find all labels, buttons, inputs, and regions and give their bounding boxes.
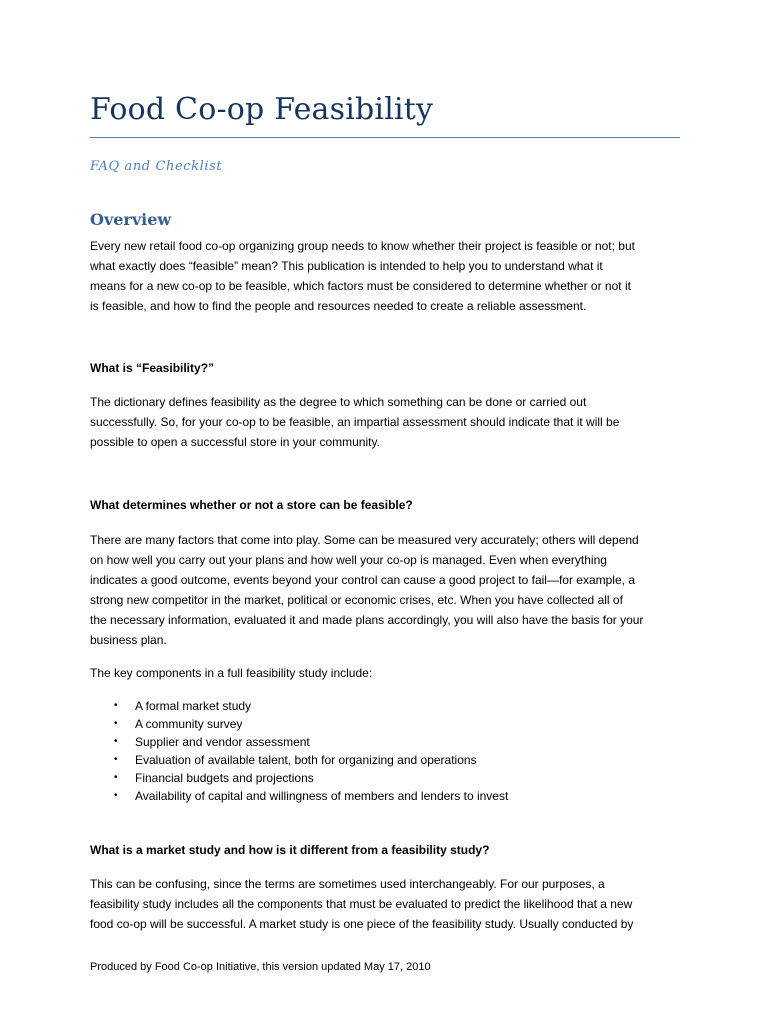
page-footer: Produced by Food Co-op Initiative, this version updated May 17, 2010: [90, 961, 431, 973]
answer-line: There are many factors that come into play. Some can be measured very accurately; others will depend: [90, 533, 639, 547]
answer-line: business plan.: [90, 633, 167, 647]
list-item: [90, 787, 508, 805]
answer-line: This can be confusing, since the terms are sometimes used interchangeably. For our purposes, a: [90, 877, 605, 891]
title-underline: [90, 137, 680, 138]
list-item-label: A community survey: [135, 717, 243, 731]
answer-line: the necessary information, evaluated it and made plans accordingly, you will also have the basis for your: [90, 613, 644, 627]
document-subtitle: FAQ and Checklist: [90, 159, 223, 174]
answer-line: possible to open a successful store in your community.: [90, 435, 380, 449]
list-item-label: Financial budgets and projections: [135, 771, 314, 785]
answer-line: The dictionary defines feasibility as the degree to which something can be done or carried out: [90, 395, 587, 409]
answer-line: food co-op will be successful. A market study is one piece of the feasibility study. Usually conducted by: [90, 917, 634, 931]
question-feasibility: What is “Feasibility?”: [90, 361, 215, 375]
answer-line: indicates a good outcome, events beyond your control can cause a good project to fail—for example, a: [90, 573, 635, 587]
list-item-label: A formal market study: [135, 699, 252, 713]
question-market-study: What is a market study and how is it different from a feasibility study?: [90, 843, 490, 857]
bullet-icon: •: [114, 736, 118, 747]
overview-paragraph: [90, 236, 690, 316]
bullet-icon: •: [114, 718, 118, 729]
list-item: [90, 733, 508, 751]
bullet-icon: •: [114, 790, 118, 801]
list-item: [90, 697, 508, 715]
list-item-label: Evaluation of available talent, both for organizing and operations: [135, 753, 477, 767]
overview-line: is feasible, and how to find the people and resources needed to create a reliable assessment.: [90, 299, 587, 313]
components-intro-text: The key components in a full feasibility study include:: [90, 666, 373, 680]
answer-line: feasibility study includes all the components that must be evaluated to predict the likelihood that a new: [90, 897, 633, 911]
answer-feasibility: [90, 392, 690, 452]
overview-line: Every new retail food co-op organizing group needs to know whether their project is feasible or not; but: [90, 239, 635, 253]
answer-line: on how well you carry out your plans and how well your co-op is managed. Even when everything: [90, 553, 607, 567]
overview-line: means for a new co-op to be feasible, which factors must be considered to determine whether or not it: [90, 279, 631, 293]
components-intro: [90, 663, 690, 683]
bullet-icon: •: [114, 754, 118, 765]
list-item: [90, 715, 508, 733]
document-title: Food Co-op Feasibility: [90, 92, 434, 127]
answer-line: successfully. So, for your co-op to be feasible, an impartial assessment should indicate that it will be: [90, 415, 620, 429]
list-item-label: Supplier and vendor assessment: [135, 735, 310, 749]
list-item-label: Availability of capital and willingness of members and lenders to invest: [135, 789, 509, 803]
bullet-icon: •: [114, 772, 118, 783]
answer-determines: [90, 530, 690, 650]
overview-line: what exactly does “feasible” mean? This publication is intended to help you to understand what it: [90, 259, 603, 273]
answer-line: strong new competitor in the market, political or economic crises, etc. When you have collected all of: [90, 593, 623, 607]
bullet-icon: •: [114, 700, 118, 711]
question-determines: What determines whether or not a store can be feasible?: [90, 498, 413, 512]
answer-market-study: [90, 874, 690, 934]
components-list: [90, 697, 508, 805]
overview-heading: Overview: [90, 210, 172, 229]
list-item: [90, 751, 508, 769]
list-item: [90, 769, 508, 787]
